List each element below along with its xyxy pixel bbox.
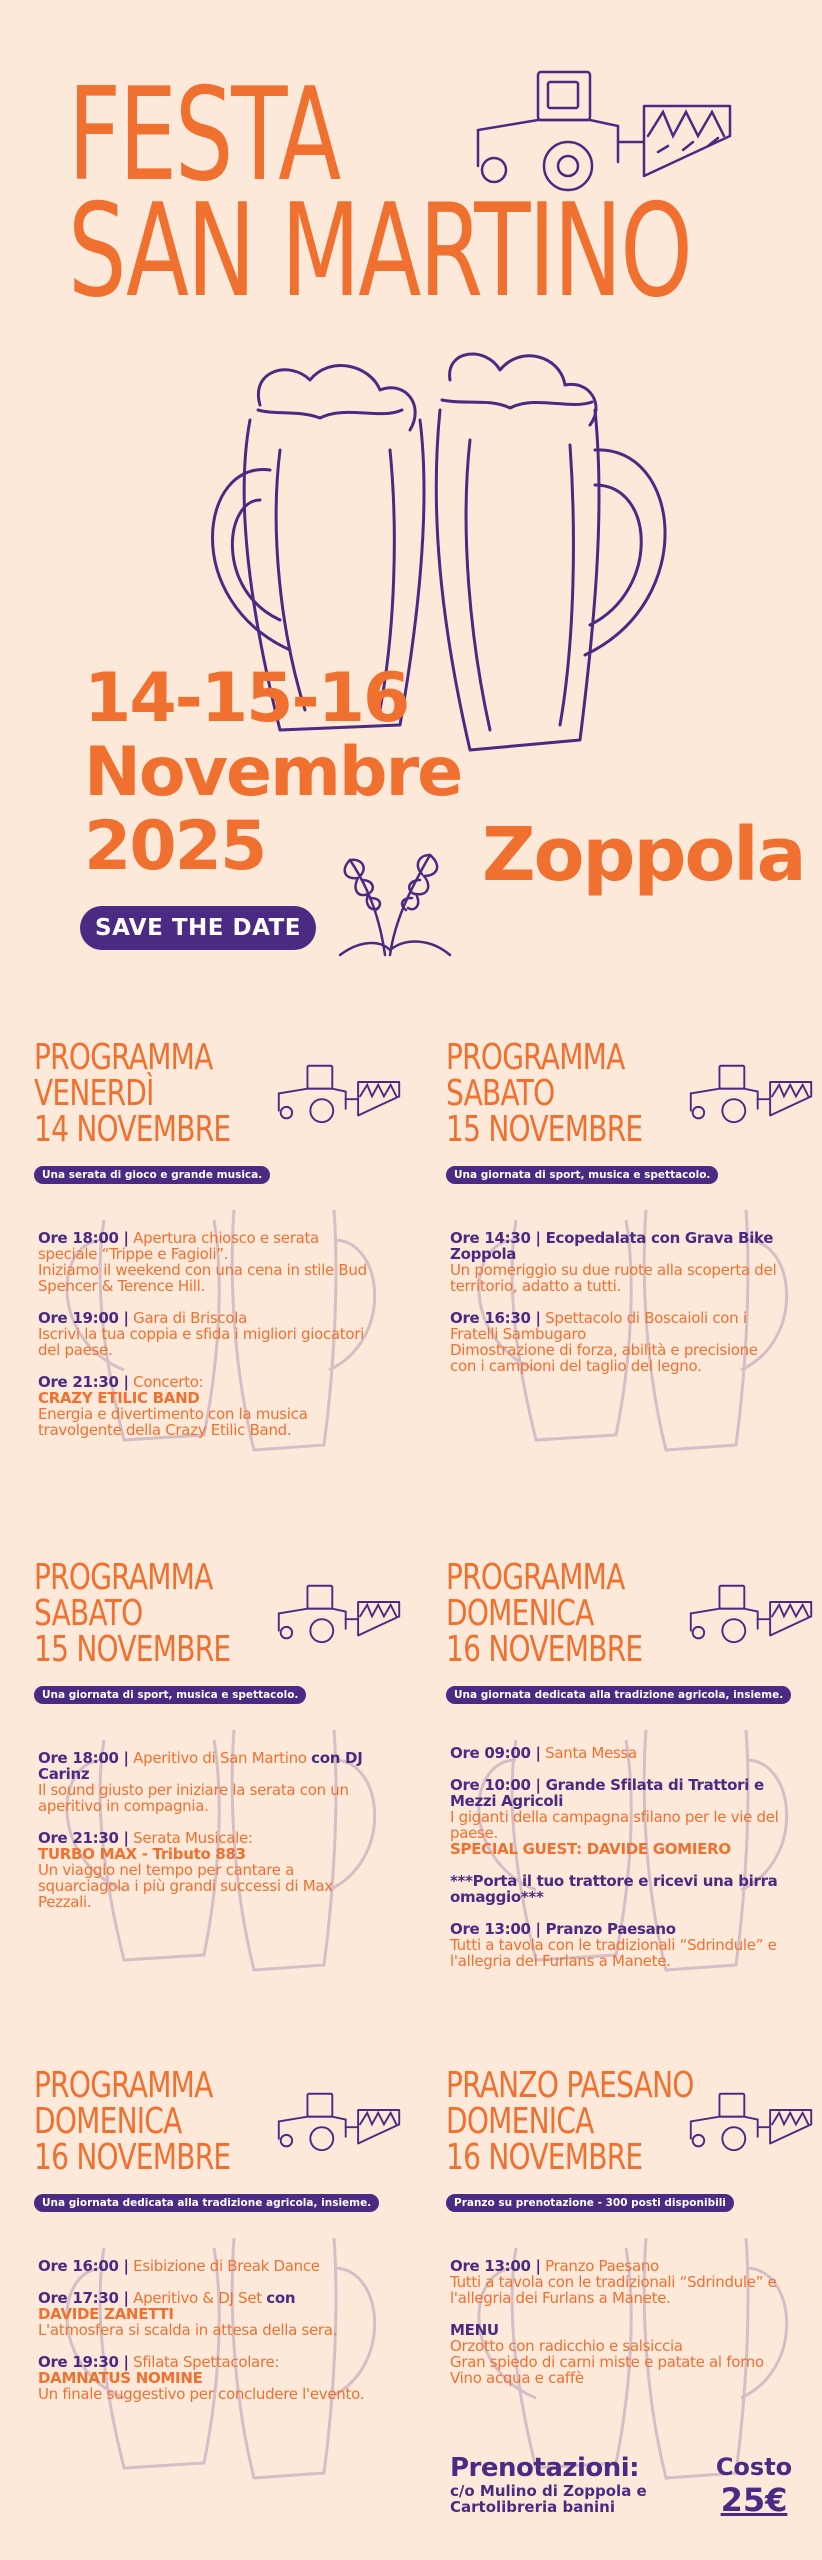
- tractor-small-icon: [274, 2086, 404, 2156]
- tractor-small-icon: [686, 1578, 816, 1648]
- event-list: [450, 1745, 780, 1985]
- card-title: PRANZO PAESANO DOMENICA 16 NOVEMBRE: [446, 2065, 694, 2178]
- event-item: ***Porta il tuo trattore e ricevi una birra omaggio***: [450, 1872, 778, 1906]
- event-item: Ore 18:00 | Aperitivo di San Martino con DJ Carinz Il sound giusto per iniziare la serata con un aperitivo in compagnia.: [38, 1749, 363, 1815]
- tractor-small-icon: [686, 1058, 816, 1128]
- event-item: Ore 16:00 | Esibizione di Break Dance: [38, 2257, 320, 2275]
- program-card-saturday-evening: [34, 1557, 414, 2040]
- save-the-date-badge: SAVE THE DATE: [80, 906, 316, 950]
- card-subtitle-badge: Una giornata di sport, musica e spettacolo.: [446, 1166, 718, 1184]
- program-card-sunday-morning: [446, 1557, 822, 2040]
- card-subtitle-badge: Una giornata di sport, musica e spettacolo.: [34, 1686, 306, 1704]
- event-item: Ore 21:30 | Concerto: CRAZY ETILIC BAND Energia e divertimento con la musica travolgente della Crazy Etilic Band.: [38, 1373, 308, 1439]
- event-dates: 14-15-16 Novembre 2025: [84, 659, 462, 886]
- card-title: PROGRAMMA DOMENICA 16 NOVEMBRE: [446, 1557, 643, 1670]
- program-card-friday: [34, 1037, 414, 1520]
- card-title: PROGRAMMA DOMENICA 16 NOVEMBRE: [34, 2065, 231, 2178]
- card-subtitle-badge: Pranzo su prenotazione - 300 posti disponibili: [446, 2194, 734, 2212]
- card-title: PROGRAMMA SABATO 15 NOVEMBRE: [34, 1557, 231, 1670]
- hero-section: [0, 0, 822, 1000]
- menu-item: MENU Orzotto con radicchio e salsiccia Gran spiedo di carni miste e patate al forno Vino acqua e caffè: [450, 2321, 764, 2387]
- event-list: [450, 1230, 780, 1390]
- event-item: Ore 10:00 | Grande Sfilata di Trattori e Mezzi Agricoli I giganti della campagna sfilano per le vie del paese. SPECIAL GUEST: DAVIDE GOMIERO: [450, 1776, 779, 1858]
- event-list: [38, 2258, 368, 2418]
- event-item: Ore 16:30 | Spettacolo di Boscaioli con i Fratelli Sambugaro Dimostrazione di forza, abilità e precisione con i campioni del taglio del legno.: [450, 1309, 758, 1375]
- card-subtitle-badge: Una giornata dedicata alla tradizione agricola, insieme.: [446, 1686, 791, 1704]
- card-title: PROGRAMMA SABATO 15 NOVEMBRE: [446, 1037, 643, 1150]
- price-info: Costo 25€: [715, 2453, 793, 2519]
- card-subtitle-badge: Una giornata dedicata alla tradizione agricola, insieme.: [34, 2194, 379, 2212]
- program-card-sunday-afternoon: [34, 2065, 414, 2548]
- tractor-small-icon: [274, 1058, 404, 1128]
- event-item: Ore 19:30 | Sfilata Spettacolare: DAMNATUS NOMINE Un finale suggestivo per concludere l'evento.: [38, 2353, 365, 2403]
- program-card-saturday-afternoon: [446, 1037, 822, 1520]
- tractor-icon: [468, 66, 740, 192]
- event-item: Ore 14:30 | Ecopedalata con Grava Bike Zoppola Un pomeriggio su due ruote alla scoperta del territorio, adatto a tutti.: [450, 1229, 777, 1295]
- lunch-card: [446, 2065, 822, 2548]
- event-item: Ore 18:00 | Apertura chiosco e serata speciale “Trippe e Fagioli”. Iniziamo il weekend con una cena in stile Bud Spencer & Terence Hill.: [38, 1229, 367, 1295]
- event-list: [38, 1230, 368, 1454]
- event-item: Ore 13:00 | Pranzo Paesano Tutti a tavola con le tradizionali “Sdrindule” e l'allegria dei Furlans a Manete.: [450, 1920, 777, 1970]
- event-item: Ore 21:30 | Serata Musicale: TURBO MAX - Tributo 883 Un viaggio nel tempo per cantare a squarciagola i più grandi successi di Max Pezzali.: [38, 1829, 333, 1911]
- card-subtitle-badge: Una serata di gioco e grande musica.: [34, 1166, 270, 1184]
- event-list: [38, 1750, 368, 1926]
- card-title: PROGRAMMA VENERDÌ 14 NOVEMBRE: [34, 1037, 231, 1150]
- event-item: Ore 19:00 | Gara di Briscola Iscrivi la tua coppia e sfida i migliori giocatori del paese.: [38, 1309, 364, 1359]
- wheat-icon: [330, 840, 460, 960]
- event-list: [450, 2258, 780, 2402]
- festival-title: FESTA SAN MARTINO: [68, 61, 691, 326]
- event-town: Zoppola: [482, 812, 805, 898]
- tractor-small-icon: [686, 2086, 816, 2156]
- tractor-small-icon: [274, 1578, 404, 1648]
- event-item: Ore 09:00 | Santa Messa: [450, 1744, 637, 1762]
- reservations-info: Prenotazioni: c/o Mulino di Zoppola e Cartolibreria banini: [450, 2453, 647, 2516]
- event-item: Ore 17:30 | Aperitivo & DJ Set con DAVIDE ZANETTI L'atmosfera si scalda in attesa della sera.: [38, 2289, 338, 2339]
- event-item: Ore 13:00 | Pranzo Paesano Tutti a tavola con le tradizionali “Sdrindule” e l'allegria dei Furlans a Manete.: [450, 2257, 777, 2307]
